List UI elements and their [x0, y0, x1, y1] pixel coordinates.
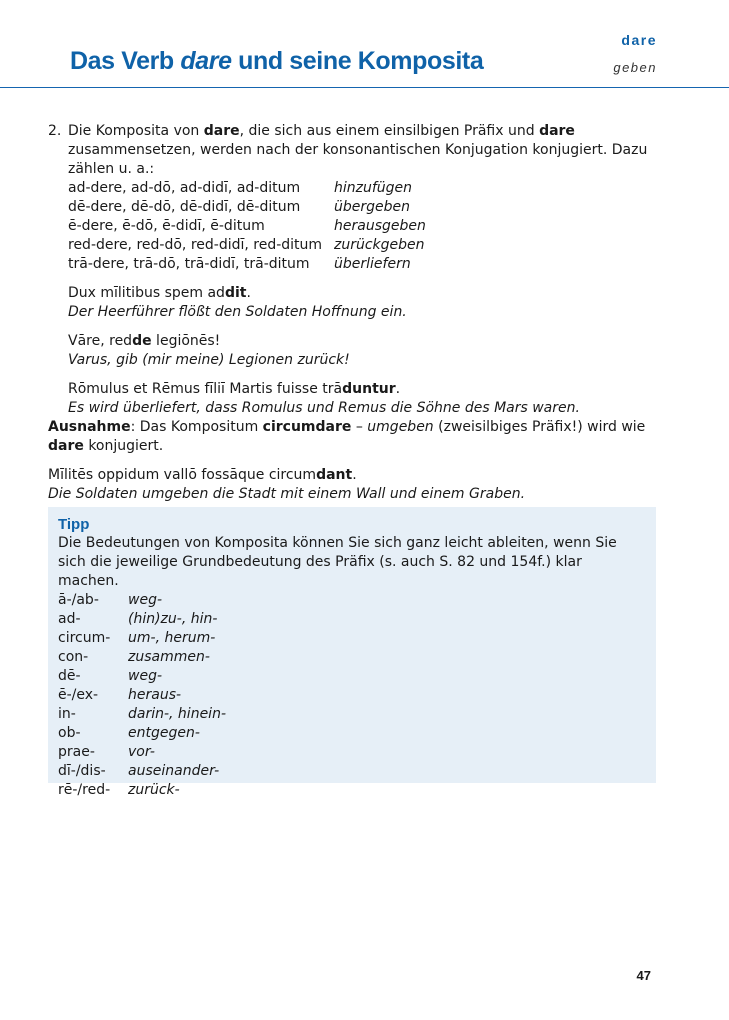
page-title [70, 47, 483, 76]
prefix-meaning: weg- [128, 592, 163, 608]
example-translation: Varus, gib (mir meine) Legionen zurück! [68, 352, 350, 368]
verb-table [68, 179, 658, 274]
bold-text: dit [224, 285, 247, 301]
prefix-meaning: weg- [128, 668, 163, 684]
section-number: 2. [48, 123, 62, 139]
prefix-meaning: (hin)zu-, hin- [128, 611, 218, 627]
prefix: ē-/ex- [58, 687, 99, 703]
example-latin [48, 466, 658, 485]
text-run: Dux mīlitibus spem ad [68, 285, 225, 301]
text-run: . [246, 285, 251, 301]
prefix: circum- [58, 630, 111, 646]
text-run: Die Komposita von [68, 123, 204, 139]
prefix: dē- [58, 668, 81, 684]
prefix: rē-/red- [58, 782, 111, 798]
text-run: – [351, 419, 368, 435]
example-latin [68, 284, 658, 303]
exception-text [48, 418, 658, 456]
prefix: ad- [58, 611, 81, 627]
text-run: . [352, 467, 357, 483]
prefix-meaning: zusammen- [128, 649, 210, 665]
prefix: dī-/dis- [58, 763, 106, 779]
tipp-text: Die Bedeutungen von Komposita können Sie sich ganz leicht ableiten, wenn Sie sich die jeweilige Grundbedeutung des Präfix (s. auch S. 82 und 154f.) klar machen. [58, 535, 617, 589]
section-intro [68, 122, 658, 179]
bold-text: Ausnahme [48, 419, 131, 435]
text-run: legiōnēs! [151, 333, 221, 349]
prefix-meaning: auseinander- [128, 763, 220, 779]
running-head-subtitle: geben [613, 60, 657, 75]
tipp-box [48, 507, 656, 798]
bold-text: dare [48, 438, 84, 454]
text-run: . [395, 381, 401, 397]
tipp-title: Tipp [58, 516, 90, 533]
prefix-table [58, 591, 646, 800]
main-content [48, 122, 658, 504]
examples [68, 284, 658, 418]
prefix-meaning: um-, herum- [128, 630, 216, 646]
header-rule [0, 87, 729, 88]
verb-german: hinzufügen [334, 180, 413, 196]
text-run: , die sich aus einem einsilbigen Präfix und [239, 123, 540, 139]
title-part1: Das Verb [70, 47, 181, 75]
example-latin [68, 332, 658, 351]
bold-text: duntur [342, 381, 396, 397]
verb-latin: ē-dere, ē-dō, ē-didī, ē-ditum [68, 218, 265, 234]
verb-latin: red-dere, red-dō, red-didī, red-ditum [68, 237, 323, 253]
title-part2: und seine Komposita [231, 47, 484, 75]
bold-text: de [132, 333, 152, 349]
example-translation: Die Soldaten umgeben die Stadt mit einem Wall und einem Graben. [48, 486, 526, 502]
verb-latin: trā-dere, trā-dō, trā-didī, trā-ditum [68, 256, 310, 272]
bold-text: dant [316, 467, 353, 483]
page-number: 47 [636, 968, 651, 983]
example [68, 332, 658, 370]
bold-text: circumdare [262, 419, 352, 435]
exception-example [48, 466, 658, 504]
example [68, 380, 658, 418]
prefix: ā-/ab- [58, 592, 99, 608]
prefix-meaning: heraus- [128, 687, 182, 703]
prefix-meaning: entgegen- [128, 725, 200, 741]
prefix: prae- [58, 744, 95, 760]
verb-latin: ad-dere, ad-dō, ad-didī, ad-ditum [68, 180, 301, 196]
text-run: Vāre, red [68, 333, 133, 349]
italic-text: umgeben [367, 419, 434, 435]
prefix: ob- [58, 725, 81, 741]
prefix-meaning: darin-, hinein- [128, 706, 226, 722]
prefix: in- [58, 706, 76, 722]
title-italic: dare [180, 47, 232, 75]
prefix-meaning: vor- [128, 744, 155, 760]
prefix-meaning: zurück- [128, 782, 180, 798]
text-run: konjugiert. [83, 438, 164, 454]
example-translation: Der Heerführer flößt den Soldaten Hoffnung ein. [68, 304, 407, 320]
text-run: : Das Kompositum [130, 419, 263, 435]
example-translation: Es wird überliefert, dass Romulus und Remus die Söhne des Mars waren. [68, 400, 580, 416]
verb-german: überliefern [334, 256, 411, 272]
text-run: Mīlitēs oppidum vallō fossāque circum [48, 467, 317, 483]
prefix: con- [58, 649, 89, 665]
verb-german: übergeben [334, 199, 411, 215]
example-latin [68, 380, 658, 399]
text-run: zusammensetzen, werden nach der konsonantischen Konjugation konjugiert. Dazu zählen u. a.: [68, 142, 648, 177]
bold-text: dare [203, 123, 240, 139]
text-run: (zweisilbiges Präfix!) wird wie [433, 419, 646, 435]
verb-latin: dē-dere, dē-dō, dē-didī, dē-ditum [68, 199, 301, 215]
verb-german: herausgeben [334, 218, 426, 234]
text-run: Rōmulus et Rēmus fīliī Martis fuisse trā [68, 381, 343, 397]
example [68, 284, 658, 322]
bold-text: dare [539, 123, 575, 139]
section-2 [48, 122, 658, 418]
verb-german: zurückgeben [334, 237, 425, 253]
running-head: dare [621, 32, 657, 48]
